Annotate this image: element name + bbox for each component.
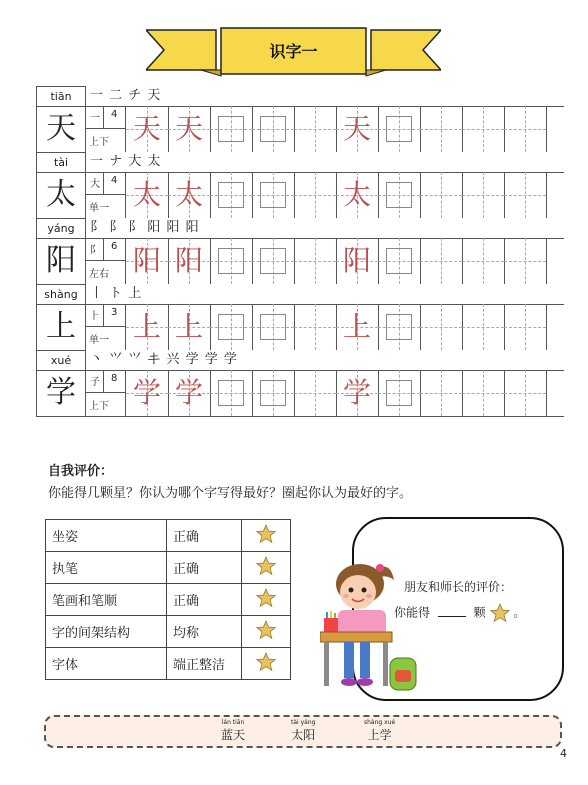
writing-cell[interactable] — [336, 304, 379, 350]
eval-rating: 正确 — [167, 584, 242, 616]
eval-title: 自我评价： — [48, 464, 114, 479]
eval-table — [45, 519, 291, 680]
writing-cell[interactable] — [378, 304, 421, 350]
trace-character: 学 — [132, 376, 161, 409]
writing-cell[interactable] — [168, 238, 211, 284]
eval-star-cell — [242, 584, 291, 616]
writing-cell[interactable] — [294, 172, 337, 218]
eval-row — [46, 616, 291, 648]
writing-line — [36, 304, 564, 350]
vocab-box — [44, 715, 562, 748]
practice-box — [386, 116, 412, 142]
practice-box — [218, 314, 244, 340]
trace-character: 学 — [342, 376, 371, 409]
page-title: 识字一 — [269, 42, 318, 61]
radical: 子 — [90, 377, 100, 388]
practice-box — [218, 182, 244, 208]
writing-cell[interactable] — [420, 304, 463, 350]
writing-cell[interactable] — [378, 238, 421, 284]
writing-line — [36, 172, 564, 218]
writing-line — [36, 238, 564, 284]
vocab-hanzi: 蓝天 — [221, 728, 246, 742]
writing-cell[interactable] — [126, 304, 169, 350]
pinyin-line — [36, 218, 564, 239]
stroke-count: 3 — [111, 307, 118, 318]
stroke-count: 6 — [111, 241, 118, 252]
eval-item: 字的间架结构 — [46, 616, 167, 648]
writing-cell[interactable] — [126, 106, 169, 152]
writing-cell[interactable] — [210, 370, 253, 416]
practice-box — [260, 248, 286, 274]
practice-box — [260, 182, 286, 208]
char-info — [85, 238, 126, 284]
eval-item: 字体 — [46, 648, 167, 680]
writing-cell[interactable] — [378, 106, 421, 152]
eval-row — [46, 552, 291, 584]
stroke-order: 一 ナ 大 太 — [90, 154, 162, 169]
eval-item: 坐姿 — [46, 520, 167, 552]
trace-character: 学 — [174, 376, 203, 409]
blank-line[interactable] — [438, 616, 466, 617]
writing-cell[interactable] — [126, 172, 169, 218]
practice-box — [218, 380, 244, 406]
feedback-text-c: 。 — [513, 605, 526, 620]
eval-row — [46, 584, 291, 616]
radical: 一 — [90, 113, 100, 124]
char-row — [36, 86, 564, 152]
writing-cell[interactable] — [252, 172, 295, 218]
star-icon[interactable] — [256, 620, 276, 640]
pinyin-line — [36, 284, 564, 305]
trace-character: 太 — [132, 178, 161, 211]
writing-cell[interactable] — [336, 370, 379, 416]
writing-cell[interactable] — [294, 106, 337, 152]
writing-cell[interactable] — [210, 304, 253, 350]
writing-cell[interactable] — [462, 172, 505, 218]
trace-character: 上 — [174, 310, 203, 343]
eval-star-cell — [242, 616, 291, 648]
eval-item: 执笔 — [46, 552, 167, 584]
stroke-order: 丶 ⺍ ⺍ 𰀁 兴 学 学 学 — [90, 352, 238, 367]
practice-box — [386, 248, 412, 274]
feedback-text-a: 你能得 — [394, 605, 431, 620]
writing-cell[interactable] — [294, 370, 337, 416]
star-icon[interactable] — [256, 652, 276, 672]
eval-rating: 均称 — [167, 616, 242, 648]
writing-cell[interactable] — [462, 106, 505, 152]
eval-question: 你能得几颗星？你认为哪个字写得最好？圈起你认为最好的字。 — [48, 486, 413, 501]
writing-cell[interactable] — [420, 238, 463, 284]
writing-cell[interactable] — [210, 172, 253, 218]
writing-cell[interactable] — [252, 304, 295, 350]
pinyin-label: shàng — [36, 284, 86, 304]
vocab-hanzi: 太阳 — [291, 728, 316, 742]
writing-cell[interactable] — [378, 370, 421, 416]
trace-character: 天 — [132, 112, 161, 145]
trace-character: 天 — [342, 112, 371, 145]
writing-cell[interactable] — [126, 238, 169, 284]
structure: 上下 — [89, 401, 109, 412]
trace-character: 上 — [132, 310, 161, 343]
writing-cell[interactable] — [168, 304, 211, 350]
writing-cell[interactable] — [294, 238, 337, 284]
eval-row — [46, 648, 291, 680]
vocab-hanzi: 上学 — [367, 728, 392, 742]
star-icon[interactable] — [256, 556, 276, 576]
main-character: 阳 — [36, 238, 86, 285]
main-character: 天 — [36, 106, 86, 153]
vocab-word — [364, 719, 395, 743]
writing-cell[interactable] — [336, 172, 379, 218]
star-icon[interactable] — [256, 588, 276, 608]
writing-cell[interactable] — [504, 238, 547, 284]
eval-row — [46, 520, 291, 552]
girl-at-desk-illustration — [320, 560, 418, 698]
stroke-count: 4 — [111, 109, 118, 120]
eval-item: 笔画和笔顺 — [46, 584, 167, 616]
eval-rating: 端正整洁 — [167, 648, 242, 680]
writing-cell[interactable] — [504, 370, 547, 416]
practice-box — [386, 380, 412, 406]
char-info — [85, 304, 126, 350]
main-character: 太 — [36, 172, 86, 219]
eval-star-cell — [242, 552, 291, 584]
vocab-word — [291, 719, 315, 743]
practice-box — [218, 116, 244, 142]
writing-cell[interactable] — [168, 106, 211, 152]
page-number: 4 — [560, 747, 567, 760]
writing-cell[interactable] — [336, 238, 379, 284]
writing-cell[interactable] — [504, 304, 547, 350]
star-icon — [490, 603, 510, 623]
writing-cell[interactable] — [462, 238, 505, 284]
practice-box — [260, 380, 286, 406]
vocab-pinyin: shàng xué — [364, 719, 396, 726]
writing-cell[interactable] — [420, 106, 463, 152]
pinyin-line — [36, 86, 564, 107]
writing-cell[interactable] — [168, 172, 211, 218]
writing-cell[interactable] — [336, 106, 379, 152]
pinyin-label: yáng — [36, 218, 86, 238]
pinyin-line — [36, 350, 564, 371]
pinyin-label: tiān — [36, 86, 86, 106]
char-info — [85, 172, 126, 218]
writing-cell[interactable] — [252, 106, 295, 152]
main-character: 学 — [36, 370, 86, 417]
trace-character: 太 — [342, 178, 371, 211]
practice-box — [260, 116, 286, 142]
pinyin-line — [36, 152, 564, 173]
main-character: 上 — [36, 304, 86, 351]
writing-cell[interactable] — [420, 172, 463, 218]
char-info — [85, 370, 126, 416]
radical: 阝 — [90, 245, 100, 256]
stroke-order: 一 二 チ 天 — [90, 88, 162, 103]
trace-character: 阳 — [174, 244, 203, 277]
writing-cell[interactable] — [462, 370, 505, 416]
writing-cell[interactable] — [378, 172, 421, 218]
writing-grid — [36, 86, 564, 416]
eval-star-cell — [242, 520, 291, 552]
writing-cell[interactable] — [504, 106, 547, 152]
stroke-count: 8 — [111, 373, 118, 384]
char-row — [36, 350, 564, 416]
writing-cell[interactable] — [252, 238, 295, 284]
writing-cell[interactable] — [294, 304, 337, 350]
practice-box — [260, 314, 286, 340]
feedback-title: 朋友和师长的评价： — [404, 580, 513, 594]
structure: 单一 — [89, 335, 109, 346]
stroke-order: 丨 ト 上 — [90, 286, 143, 301]
writing-cell[interactable] — [210, 106, 253, 152]
feedback-text-b: 颗 — [473, 605, 486, 620]
pinyin-label: tài — [36, 152, 86, 172]
stroke-order: ⻖ 阝 阝 阳 阳 阳 — [90, 220, 200, 235]
writing-cell[interactable] — [126, 370, 169, 416]
writing-cell[interactable] — [462, 304, 505, 350]
writing-cell[interactable] — [210, 238, 253, 284]
char-row — [36, 218, 564, 284]
radical: ⺊ — [90, 311, 100, 322]
vocab-pinyin: lán tiān — [221, 719, 245, 726]
writing-cell[interactable] — [420, 370, 463, 416]
trace-character: 太 — [174, 178, 203, 211]
char-row — [36, 284, 564, 350]
eval-star-cell — [242, 648, 291, 680]
writing-cell[interactable] — [252, 370, 295, 416]
writing-line — [36, 106, 564, 152]
stroke-count: 4 — [111, 175, 118, 186]
vocab-word — [221, 719, 245, 743]
eval-rating: 正确 — [167, 520, 242, 552]
structure: 左右 — [89, 269, 109, 280]
star-icon[interactable] — [256, 524, 276, 544]
practice-box — [386, 314, 412, 340]
trace-character: 上 — [342, 310, 371, 343]
trace-character: 阳 — [342, 244, 371, 277]
char-row — [36, 152, 564, 218]
vocab-pinyin: tài yáng — [291, 719, 316, 726]
radical: 大 — [90, 179, 100, 190]
practice-box — [218, 248, 244, 274]
pinyin-label: xué — [36, 350, 86, 370]
writing-cell[interactable] — [504, 172, 547, 218]
char-info — [85, 106, 126, 152]
practice-box — [386, 182, 412, 208]
structure: 单一 — [89, 203, 109, 214]
structure: 上下 — [89, 137, 109, 148]
eval-rating: 正确 — [167, 552, 242, 584]
writing-cell[interactable] — [168, 370, 211, 416]
trace-character: 天 — [174, 112, 203, 145]
writing-line — [36, 370, 564, 416]
title-banner — [146, 26, 441, 78]
trace-character: 阳 — [132, 244, 161, 277]
